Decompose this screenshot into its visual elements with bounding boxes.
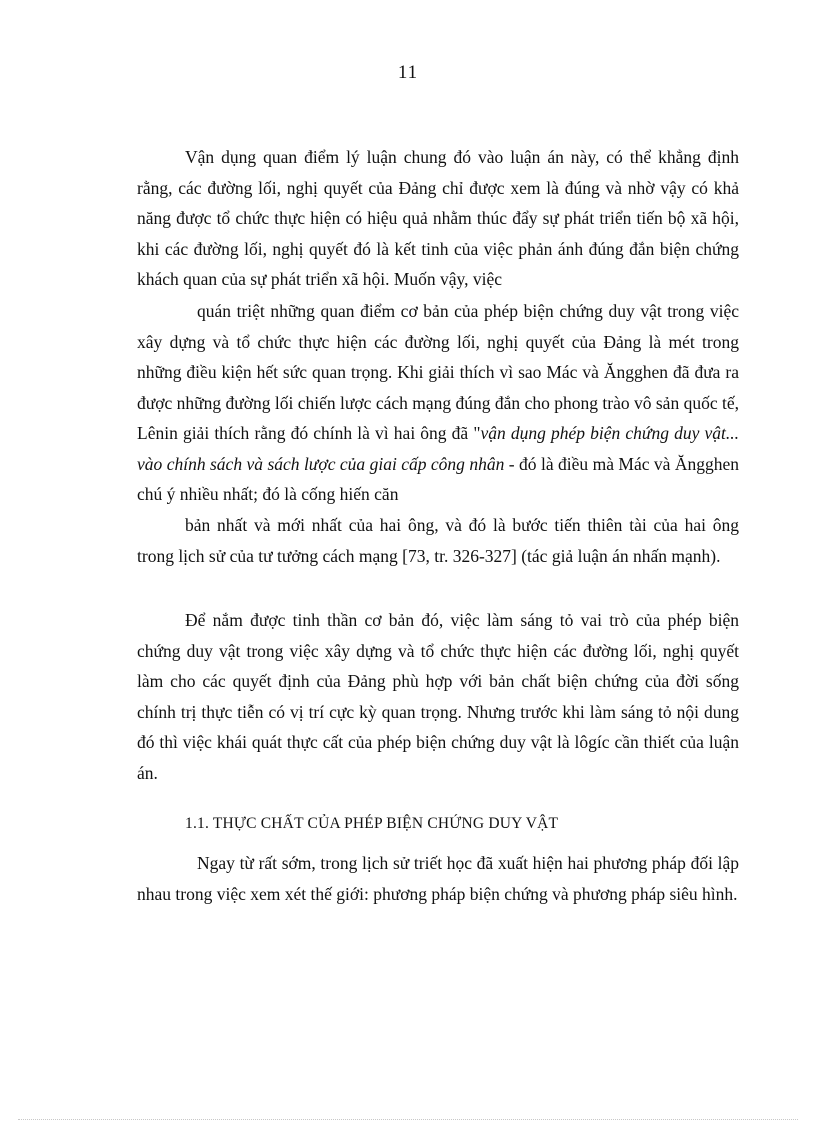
paragraph-4-text: Để nắm được tinh thần cơ bản đó, việc làm sáng tỏ vai trò của phép biện chứng duy vật trong việc xây dựng và tổ chức thực hiện các đường lối, nghị quyết làm cho các quyết định của Đảng phù hợp với bản chất biện chứng của đời sống chính trị thực tiễn có vị trí cực kỳ quan trọng. Nhưng trước khi làm sáng tỏ nội dung đó thì việc khái quát thực cất của phép biện chứng duy vật là lôgíc cần thiết của luận án. — [137, 610, 739, 783]
paragraph-1 — [137, 142, 739, 295]
paragraph-2-tail: - đó là điều mà Mác và Ăngghen chú ý nhiều nhất; đó là cống hiến căn — [137, 453, 740, 504]
paragraph-3 — [137, 510, 739, 571]
section-paragraph-1 — [137, 848, 739, 909]
paragraph-2 — [137, 296, 739, 510]
page-number: 11 — [397, 62, 419, 83]
paragraph-4 — [137, 605, 739, 788]
footer-divider — [18, 1119, 798, 1120]
paragraph-2-text — [137, 296, 739, 510]
paragraph-3-text: bản nhất và mới nhất của hai ông, và đó là bước tiến thiên tài của hai ông trong lịch sử của tư tưởng cách mạng [73, tr. 326-327] (tác giả luận án nhấn mạnh). — [137, 515, 739, 566]
section-heading: 1.1. THỰC CHẤT CỦA PHÉP BIỆN CHỨNG DUY VẬT — [185, 815, 559, 832]
paragraph-2-quote: vận dụng phép biện chứng duy vật... vào chính sách và sách lược của giai cấp công nhân — [137, 423, 740, 474]
paragraph-2-main: quán triệt những quan điểm cơ bản của phép biện chứng duy vật trong việc xây dựng và tổ chức thực hiện các đường lối, nghị quyết của Đảng là mét trong những điều kiện hết sức quan trọng. Khi giải thích vì sao Mác và Ăngghen đã đưa ra được những đường lối chiến lược cách mạng đúng đắn cho phong trào vô sản quốc tế, Lênin giải thích rằng đó chính là vì hai ông đã " — [137, 301, 739, 443]
paragraph-1-text: Vận dụng quan điểm lý luận chung đó vào luận án này, có thể khẳng định rằng, các đường lối, nghị quyết của Đảng chỉ được xem là đúng và nhờ vậy có khả năng được tổ chức thực hiện có hiệu quả nhằm thúc đẩy sự phát triển tiến bộ xã hội, khi các đường lối, nghị quyết đó là kết tinh của việc phản ánh đúng đắn biện chứng khách quan của sự phát triển xã hội. Muốn vậy, việc — [137, 147, 739, 289]
section-paragraph-1-text: Ngay từ rất sớm, trong lịch sử triết học đã xuất hiện hai phương pháp đối lập nhau trong việc xem xét thế giới: phương pháp biện chứng và phương pháp siêu hình. — [137, 853, 739, 904]
